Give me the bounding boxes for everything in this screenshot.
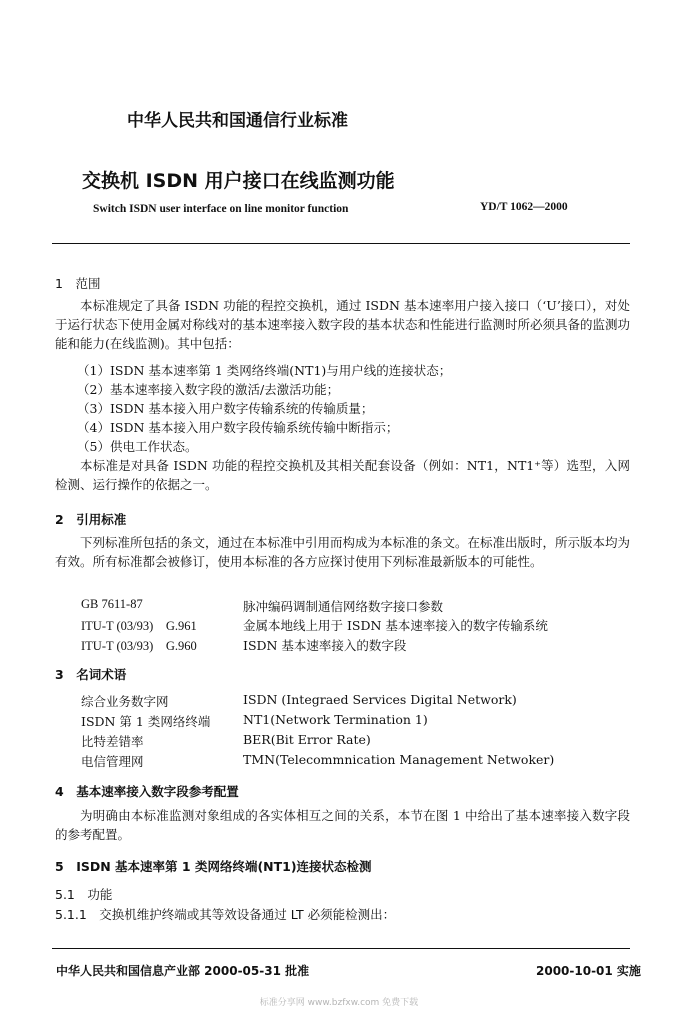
section-2-heading: 2 引用标准 [55,512,127,527]
reference-code: GB 7611-87 [81,597,143,611]
footer-divider [52,948,630,949]
header-divider [52,243,630,244]
approval-info: 中华人民共和国信息产业部 2000-05-31 批准 [56,964,310,978]
reference-description: 脉冲编码调制通信网络数字接口参数 [243,599,444,614]
document-title-english: Switch ISDN user interface on line monitor function [93,203,349,215]
term: 比特差错率 [81,734,144,749]
reference-code: ITU-T (03/93) G.961 [81,619,197,633]
term-definition: NT1(Network Termination 1) [243,712,428,727]
term: ISDN 第 1 类网络终端 [81,714,211,729]
term-definition: ISDN (Integraed Services Digital Network) [243,692,517,707]
document-title: 交换机 ISDN 用户接口在线监测功能 [82,170,395,192]
list-item: （1）ISDN 基本速率第 1 类网络终端(NT1)与用户线的连接状态； [77,363,452,378]
reference-description: 金属本地线上用于 ISDN 基本速率接入的数字传输系统 [243,618,548,633]
section-2-paragraph: 下列标准所包括的条文，通过在本标准中引用而构成为本标准的条文。在标准出版时，所示版本均为有效。所有标准都会被修订，使用本标准的各方应探讨使用下列标准最新版本的可能性。 [55,535,631,569]
subsection-5-1-heading: 5.1 功能 [55,887,113,902]
section-4-heading: 4 基本速率接入数字段参考配置 [55,784,239,799]
reference-description: ISDN 基本速率接入的数字段 [243,638,407,653]
list-item: （5）供电工作状态。 [77,439,198,454]
implementation-date: 2000-10-01 实施 [536,964,641,978]
list-item: （2）基本速率接入数字段的激活/去激活功能； [77,382,340,397]
list-item: （4）ISDN 基本接入用户数字段传输系统传输中断指示； [77,420,399,435]
section-4-paragraph: 为明确由本标准监测对象组成的各实体相互之间的关系，本节在图 1 中给出了基本速率接入数字段的参考配置。 [55,808,630,842]
standard-code: YD/T 1062—2000 [480,201,568,213]
term: 综合业务数字网 [81,694,169,709]
reference-code: ITU-T (03/93) G.960 [81,639,197,653]
issuing-authority: 中华人民共和国通信行业标准 [127,111,348,131]
watermark: 标准分享网 www.bzfxw.com 免费下载 [259,998,419,1008]
section-1-paragraph-1: 本标准规定了具备 ISDN 功能的程控交换机，通过 ISDN 基本速率用户接入接口（‘U’接口），对处于运行状态下使用金属对称线对的基本速率接入数字段的基本状态和性能进行监测时所必须具备的监测功能和能力(在线监测)。其中包括： [55,298,631,351]
term: 电信管理网 [81,754,144,769]
term-definition: BER(Bit Error Rate) [243,732,371,747]
section-1-paragraph-2: 本标准是对具备 ISDN 功能的程控交换机及其相关配套设备（例如：NT1，NT1⁺等）选型，入网检测、运行操作的依据之一。 [55,458,630,492]
section-3-heading: 3 名词术语 [55,667,127,682]
term-definition: TMN(Telecommnication Management Netwoker) [243,752,555,767]
list-item: （3）ISDN 基本接入用户数字传输系统的传输质量； [77,401,374,416]
section-1-heading: 1 范围 [55,276,101,291]
subsection-5-1-1-text: 5.1.1 交换机维护终端或其等效设备通过 LT 必须能检测出： [55,907,396,922]
section-5-heading: 5 ISDN 基本速率第 1 类网络终端(NT1)连接状态检测 [55,859,372,874]
